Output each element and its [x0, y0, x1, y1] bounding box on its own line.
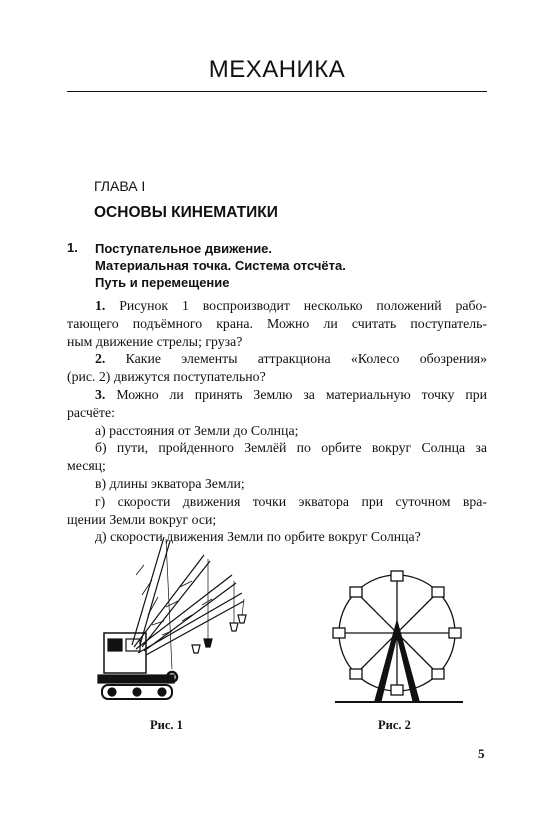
figure-1-caption: Рис. 1: [150, 718, 183, 732]
question-3-item-b: б) пути, пройденного Землёй по орбите вокруг Солнца за: [95, 440, 487, 456]
question-3-item-g: г) скорости движения точки экватора при суточном вра-: [95, 493, 487, 509]
figure-2-caption: Рис. 2: [378, 718, 411, 732]
section-title: [95, 240, 346, 291]
questions-block: [67, 297, 487, 546]
crane-illustration: [92, 535, 267, 705]
question-1-line: тающего подъёмного крана. Можно ли считать поступатель-: [67, 315, 487, 331]
question-2-line: 2. Какие элементы аттракциона «Колесо обозрения»: [95, 351, 487, 367]
question-1-line: 1. Рисунок 1 воспроизводит несколько положений рабо-: [95, 298, 487, 313]
question-number: 1.: [95, 298, 106, 313]
section-number: 1.: [67, 240, 78, 255]
page-number: 5: [478, 746, 485, 761]
question-3-item-d: д) скорости движения Земли по орбите вокруг Солнца?: [95, 529, 421, 545]
question-3-item-v: в) длины экватора Земли;: [95, 475, 245, 491]
question-3-item-g: щении Земли вокруг оси;: [67, 511, 217, 527]
chapter-title: ОСНОВЫ КИНЕМАТИКИ: [94, 204, 278, 221]
header-divider: [67, 91, 487, 92]
ferris-wheel-illustration: [325, 565, 475, 710]
page-header-title: МЕХАНИКА: [208, 56, 346, 83]
question-3-line: 3. Можно ли принять Землю за материальную точку при: [95, 386, 487, 402]
question-number: 2.: [95, 351, 106, 367]
question-3-item-a: а) расстояния от Земли до Солнца;: [95, 422, 299, 438]
question-2-line: (рис. 2) движутся поступательно?: [67, 369, 266, 385]
question-3-line: расчёте:: [67, 404, 115, 420]
section-title-line: Материальная точка. Система отсчёта.: [95, 258, 346, 273]
question-number: 3.: [95, 386, 106, 402]
chapter-label: ГЛАВА I: [94, 178, 146, 194]
section-title-line: Поступательное движение.: [95, 241, 273, 256]
section-title-line: Путь и перемещение: [95, 275, 230, 290]
question-1-line: ным движение стрелы; груза?: [67, 333, 243, 349]
question-3-item-b: месяц;: [67, 458, 106, 474]
